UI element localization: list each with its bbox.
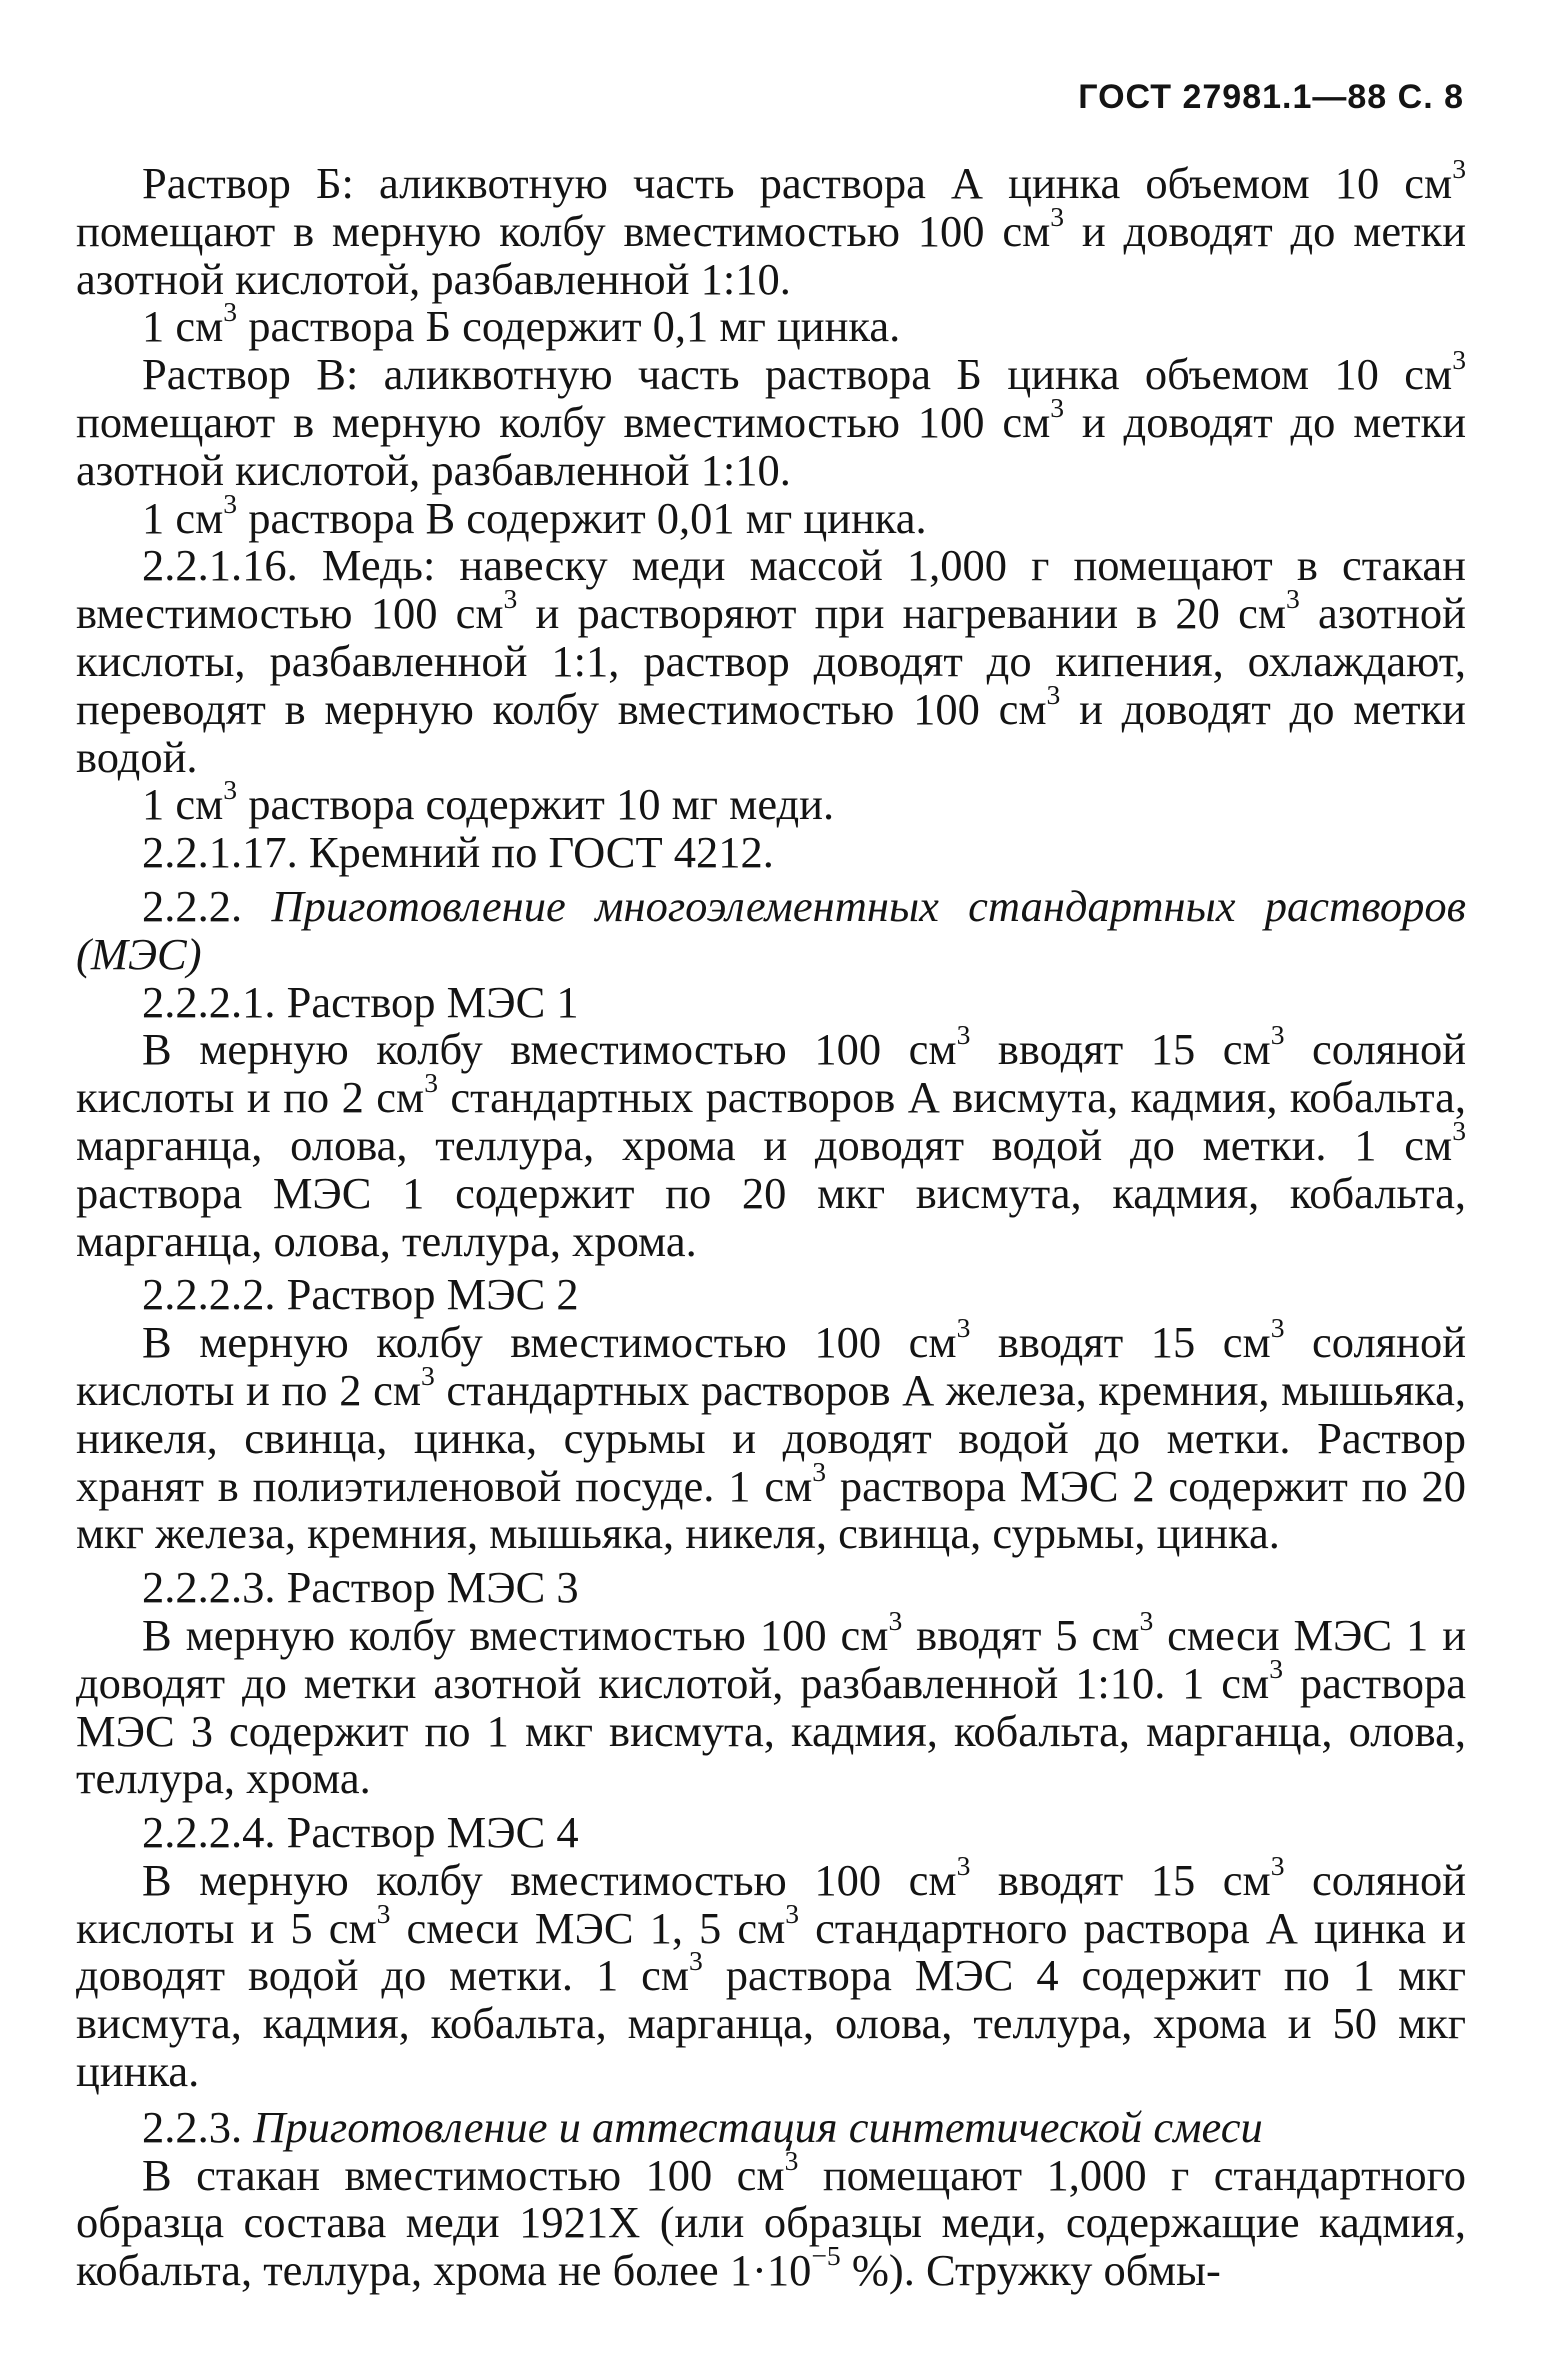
- paragraph-copper-content: 1 $см^3$ раствора содержит 10 мг меди.: [142, 774, 835, 830]
- paragraph-solution-v-content: 1 $см^3$ раствора В содержит 0,01 мг цинка.: [142, 487, 927, 543]
- subheading-2-2-2-1: 2.2.2.1. Раствор МЭС 1: [142, 976, 579, 1027]
- page-header: [1078, 78, 1464, 117]
- subheading-2-2-2-3: 2.2.2.3. Раствор МЭС 3: [142, 1562, 579, 1613]
- subheading-2-2-2-2: 2.2.2.2. Раствор МЭС 2: [142, 1269, 579, 1320]
- paragraph-mes-3: В мерную колбу вместимостью 100 $см^3$ вводят 5 $см^3$ смеси МЭС 1 и доводят до метки азотной кислотой, разбавленной 1:10. 1 $см^3$ раствора МЭС 3 содержит по 1 мкг висмута, кадмия, кобальта, марганца, олова, теллура, хрома.: [76, 1605, 1467, 1804]
- document-body: [76, 153, 1467, 2296]
- paragraph-mes-4: В мерную колбу вместимостью 100 $см^3$ вводят 15 $см^3$ соляной кислоты и 5 $см^3$ смеси МЭС 1, 5 $см^3$ стандартного раствора А цинка и доводят водой до метки. 1 $см^3$ раствора МЭС 4 содержит по 1 мкг висмута, кадмия, кобальта, марганца, олова, теллура, хрома и 50 мкг цинка.: [76, 1850, 1467, 2097]
- paragraph-2-2-1-16: 2.2.1.16. Медь: навеску меди массой 1,000 г помещают в стакан вместимостью 100 $см^3$ и растворяют при нагревании в 20 $см^3$ азотной кислоты, разбавленной 1:1, раствор доводят до кипения, охлаждают, переводят в мерную колбу вместимостью 100 $см^3$ и доводят до метки водой.: [76, 540, 1466, 782]
- page-number: С. 8: [1397, 78, 1464, 116]
- paragraph-solution-b: Раствор Б: аликвотную часть раствора А цинка объемом 10 $см^3$ помещают в мерную колбу вместимостью 100 $см^3$ и доводят до метки азотной кислотой, разбавленной 1:10.: [76, 153, 1467, 304]
- paragraph-synthetic-mixture: В стакан вместимостью 100 $см^3$ помещают 1,000 г стандартного образца состава меди 1921Х (или образцы меди, содержащие кадмия, кобальта, теллура, хрома не более $1\cdot 10^{-5}$ %). Стружку обмы-: [76, 2144, 1466, 2296]
- section-heading-2-2-3: 2.2.3. Приготовление и аттестация синтетической смеси: [142, 2101, 1263, 2152]
- subheading-2-2-2-4: 2.2.2.4. Раствор МЭС 4: [142, 1807, 579, 1858]
- standard-number: ГОСТ 27981.1—88: [1078, 78, 1388, 116]
- paragraph-mes-2: В мерную колбу вместимостью 100 $см^3$ вводят 15 $см^3$ соляной кислоты и по 2 $см^3$ стандартных растворов А железа, кремния, мышьяка, никеля, свинца, цинка, сурьмы и доводят водой до метки. Раствор хранят в полиэтиленовой посуде. 1 $см^3$ раствора МЭС 2 содержит по 20 мкг железа, кремния, мышьяка, никеля, свинца, сурьмы, цинка.: [76, 1312, 1467, 1559]
- paragraph-2-2-1-17: 2.2.1.17. Кремний по ГОСТ 4212.: [142, 827, 774, 878]
- paragraph-solution-v: Раствор В: аликвотную часть раствора Б цинка объемом 10 $см^3$ помещают в мерную колбу вместимостью 100 $см^3$ и доводят до метки азотной кислотой, разбавленной 1:10.: [76, 344, 1467, 495]
- section-heading-2-2-2: 2.2.2. Приготовление многоэлементных стандартных растворов (МЭС): [76, 880, 1466, 979]
- paragraph-solution-b-content: 1 $см^3$ раствора Б содержит 0,1 мг цинка.: [142, 296, 901, 352]
- paragraph-mes-1: В мерную колбу вместимостью 100 $см^3$ вводят 15 $см^3$ соляной кислоты и по 2 $см^3$ стандартных растворов А висмута, кадмия, кобальта, марганца, олова, теллура, хрома и доводят водой до метки. 1 $см^3$ раствора МЭС 1 содержит по 20 мкг висмута, кадмия, кобальта, марганца, олова, теллура, хрома.: [76, 1019, 1467, 1266]
